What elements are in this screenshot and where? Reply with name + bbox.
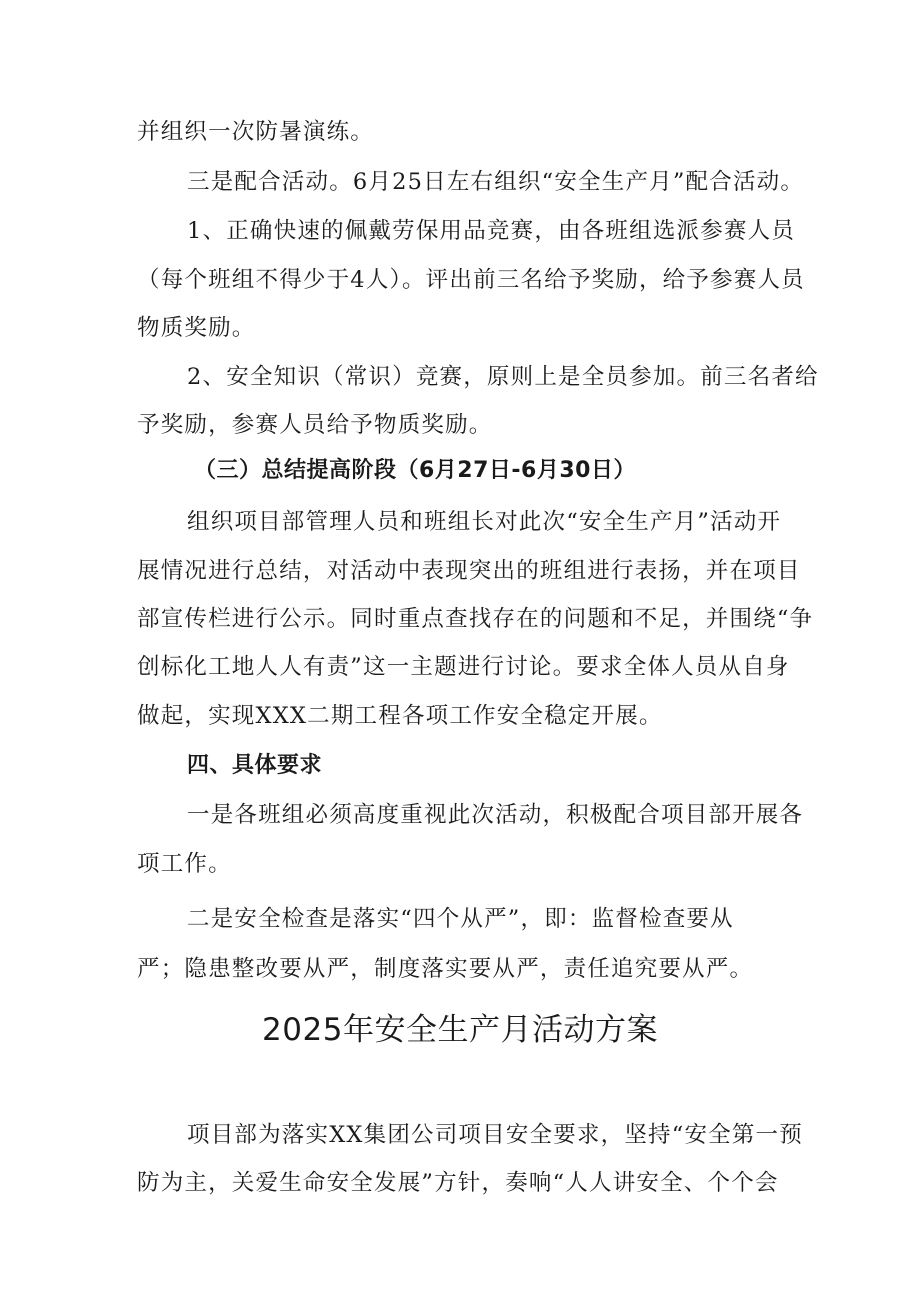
paragraph-line: 做起，实现XXX二期工程各项工作安全稳定开展。	[137, 703, 663, 729]
paragraph-line: （每个班组不得少于4人）。评出前三名给予奖励，给予参赛人员	[137, 267, 805, 293]
paragraph-line: 予奖励，参赛人员给予物质奖励。	[137, 412, 493, 438]
paragraph-line: 1、正确快速的佩戴劳保用品竞赛，由各班组选派参赛人员	[187, 218, 796, 244]
paragraph-line: 一是各班组必须高度重视此次活动，积极配合项目部开展各	[187, 802, 804, 828]
paragraph-line: 展情况进行总结，对活动中表现突出的班组进行表扬，并在项目	[137, 558, 801, 584]
paragraph-line: 三是配合活动。6月25日左右组织“安全生产月”配合活动。	[187, 169, 805, 195]
paragraph-line: 严；隐患整改要从严，制度落实要从严，责任追究要从严。	[137, 956, 754, 982]
paragraph-line: 二是安全检查是落实“四个从严”，即：监督检查要从	[187, 906, 734, 932]
section-heading: （三）总结提高阶段（6月27日-6月30日）	[194, 458, 636, 483]
paragraph-line: 项目部为落实XX集团公司项目安全要求，坚持“安全第一预	[187, 1122, 803, 1148]
document-title: 2025年安全生产月活动方案	[262, 1012, 658, 1048]
section-heading: 四、具体要求	[187, 753, 323, 778]
paragraph-line: 项工作。	[137, 851, 232, 877]
paragraph-line: 物质奖励。	[137, 315, 256, 341]
paragraph-line: 防为主，关爱生命安全发展”方针，奏响“人人讲安全、个个会	[137, 1170, 779, 1196]
paragraph-line: 创标化工地人人有责”这一主题进行讨论。要求全体人员从自身	[137, 654, 790, 680]
paragraph-line: 2、安全知识（常识）竞赛，原则上是全员参加。前三名者给	[187, 364, 819, 390]
paragraph-line: 部宣传栏进行公示。同时重点查找存在的问题和不足，并围绕“争	[137, 606, 814, 632]
paragraph-line: 并组织一次防暑演练。	[137, 119, 375, 145]
paragraph-line: 组织项目部管理人员和班组长对此次“安全生产月”活动开	[187, 509, 782, 535]
